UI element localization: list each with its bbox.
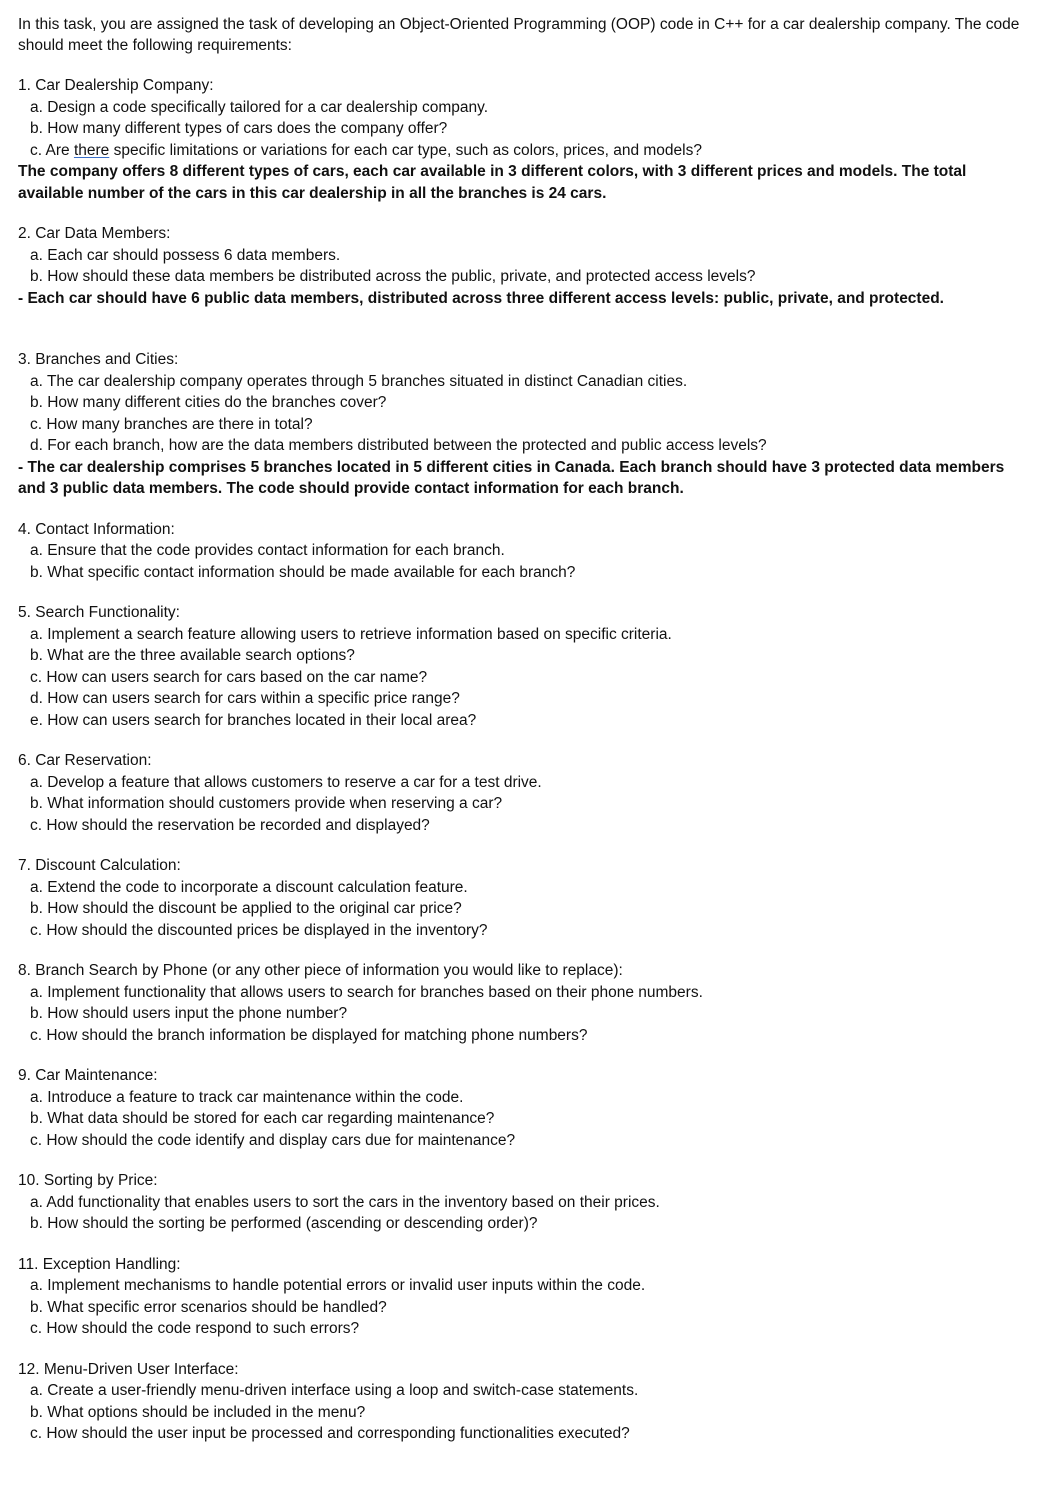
section-heading: 1. Car Dealership Company:: [18, 77, 214, 94]
list-item: d. For each branch, how are the data members distributed between the protected and public access levels?: [30, 437, 767, 454]
section-heading: 6. Car Reservation:: [18, 752, 152, 769]
section-menu-driven-ui: [18, 1359, 1033, 1445]
answer-text: - Each car should have 6 public data members, distributed across three different access levels: public, private, and protected.: [18, 289, 944, 307]
list-item: b. What options should be included in the menu?: [30, 1403, 366, 1421]
section-sorting-by-price: [18, 1170, 1033, 1235]
list-item: a. Add functionality that enables users to sort the cars in the inventory based on their prices.: [30, 1193, 660, 1211]
list-item: b. How should the sorting be performed (ascending or descending order)?: [30, 1215, 538, 1232]
list-item: a. Implement mechanisms to handle potential errors or invalid user inputs within the code.: [30, 1277, 646, 1294]
section-heading: 4. Contact Information:: [18, 520, 175, 538]
list-item: a. Design a code specifically tailored for a car dealership company.: [30, 98, 489, 116]
list-item: c. How should the code identify and display cars due for maintenance?: [30, 1131, 516, 1149]
list-item: c. How should the user input be processed and corresponding functionalities executed?: [30, 1425, 630, 1442]
list-item: b. How many different cities do the branches cover?: [30, 394, 387, 411]
section-heading: 11. Exception Handling:: [18, 1255, 181, 1273]
section-discount-calculation: [18, 855, 1033, 941]
section-car-reservation: [18, 750, 1033, 836]
list-item: d. How can users search for cars within a specific price range?: [30, 690, 460, 707]
section-heading: 9. Car Maintenance:: [18, 1067, 158, 1084]
section-heading: 2. Car Data Members:: [18, 225, 171, 242]
list-item: a. Develop a feature that allows customers to reserve a car for a test drive.: [30, 773, 542, 791]
section-car-dealership: [18, 75, 1033, 204]
list-item: a. Each car should possess 6 data members.: [30, 246, 341, 264]
list-item: b. What specific error scenarios should be handled?: [30, 1298, 387, 1316]
section-branches-cities: [18, 349, 1033, 500]
list-item: b. What are the three available search options?: [30, 647, 355, 664]
list-item: a. Implement functionality that allows users to search for branches based on their phone numbers.: [30, 983, 703, 1001]
section-heading: 5. Search Functionality:: [18, 604, 180, 621]
item-text: c. Are: [30, 141, 74, 159]
intro-paragraph: In this task, you are assigned the task of developing an Object-Oriented Programming (OOP) code in C++ for a car dealership company. The code should meet the following requirements:: [18, 16, 1020, 54]
answer-text: - The car dealership comprises 5 branches located in 5 different cities in Canada. Each branch should have 3 protected data members and 3 public data members. The code should provide contact information for each branch.: [18, 458, 1005, 497]
list-item: a. Introduce a feature to track car maintenance within the code.: [30, 1088, 464, 1106]
section-heading: 12. Menu-Driven User Interface:: [18, 1360, 239, 1378]
section-contact-information: [18, 519, 1033, 584]
section-heading: 3. Branches and Cities:: [18, 351, 179, 368]
list-item: a. Implement a search feature allowing users to retrieve information based on specific criteria.: [30, 625, 672, 643]
list-item: a. Ensure that the code provides contact information for each branch.: [30, 542, 505, 559]
list-item: e. How can users search for branches located in their local area?: [30, 711, 477, 729]
section-heading: 8. Branch Search by Phone (or any other piece of information you would like to replace):: [18, 962, 623, 979]
list-item: c. How can users search for cars based on the car name?: [30, 668, 428, 686]
list-item: b. What specific contact information should be made available for each branch?: [30, 563, 576, 581]
section-exception-handling: [18, 1254, 1033, 1340]
list-item: c. How should the discounted prices be displayed in the inventory?: [30, 921, 488, 939]
answer-text: The company offers 8 different types of cars, each car available in 3 different colors, with 3 different prices and models. The total available number of the cars in this car dealership in all the branches is 24 cars.: [18, 163, 967, 202]
list-item: c. How should the code respond to such errors?: [30, 1320, 360, 1337]
section-car-maintenance: [18, 1065, 1033, 1151]
section-search-functionality: [18, 602, 1033, 731]
list-item: b. How should these data members be distributed across the public, private, and protected access levels?: [30, 268, 756, 285]
list-item: b. How should users input the phone number?: [30, 1005, 348, 1022]
underlined-word: there: [73, 141, 110, 159]
list-item: c. How should the reservation be recorded and displayed?: [30, 816, 430, 834]
list-item: a. Extend the code to incorporate a discount calculation feature.: [30, 878, 468, 896]
list-item: a. Create a user-friendly menu-driven interface using a loop and switch-case statements.: [30, 1382, 639, 1399]
section-branch-search-phone: [18, 960, 1033, 1046]
list-item: b. How many different types of cars does the company offer?: [30, 120, 448, 137]
list-item: b. How should the discount be applied to the original car price?: [30, 900, 462, 917]
list-item: [18, 140, 1033, 162]
list-item: c. How should the branch information be displayed for matching phone numbers?: [30, 1026, 588, 1044]
section-car-data-members: [18, 223, 1033, 309]
list-item: b. What information should customers provide when reserving a car?: [30, 795, 503, 812]
section-heading: 10. Sorting by Price:: [18, 1172, 158, 1189]
list-item: c. How many branches are there in total?: [30, 415, 313, 433]
list-item: a. The car dealership company operates through 5 branches situated in distinct Canadian cities.: [30, 372, 688, 390]
list-item: b. What data should be stored for each car regarding maintenance?: [30, 1110, 495, 1127]
item-text: specific limitations or variations for each car type, such as colors, prices, and models?: [109, 141, 702, 159]
section-heading: 7. Discount Calculation:: [18, 857, 181, 874]
